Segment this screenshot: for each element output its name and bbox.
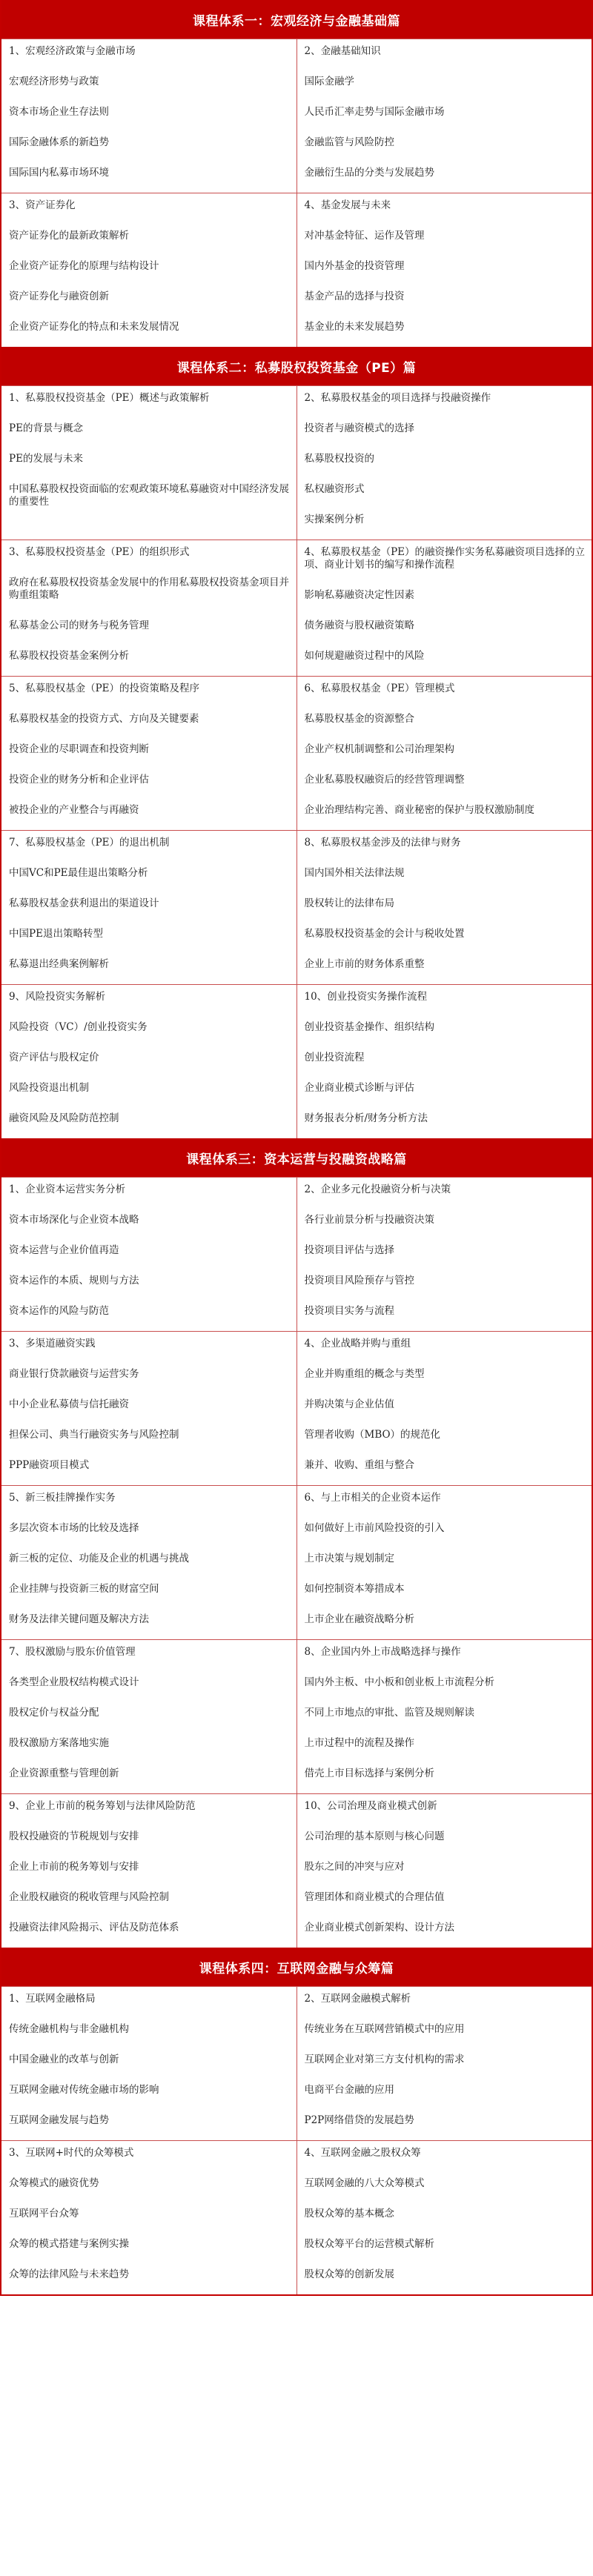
- topic-item: 股权激励方案落地实施: [9, 1737, 109, 1749]
- topic-item: 传统业务在互联网营销模式中的应用: [304, 2023, 465, 2035]
- topic-item: 财务报表分析/财务分析方法: [304, 1112, 428, 1124]
- topic-item: 私募股权基金的资源整合: [304, 713, 414, 725]
- topic-item: 基金业的未来发展趋势: [304, 321, 405, 333]
- topic-item: 企业商业模式创新架构、设计方法: [304, 1922, 454, 1933]
- course-cell-right: [296, 1986, 592, 2140]
- module-title: 6、与上市相关的企业资本运作: [304, 1492, 441, 1504]
- course-cell-left: [1, 1986, 296, 2140]
- course-cell-right: [296, 540, 592, 676]
- course-row: [1, 193, 592, 347]
- topic-item: 国内外基金的投资管理: [304, 260, 405, 272]
- topic-item: 股权众筹的基本概念: [304, 2208, 394, 2220]
- course-cell-right: [296, 39, 592, 193]
- topic-item: 企业上市前的税务筹划与安排: [9, 1861, 139, 1873]
- topic-item: 资本运作的本质、规则与方法: [9, 1275, 139, 1287]
- topic-item: 各类型企业股权结构模式设计: [9, 1676, 139, 1688]
- topic-item: 企业股权融资的税收管理与风险控制: [9, 1891, 169, 1903]
- course-cell-right: [296, 1485, 592, 1639]
- topic-item: 如何规避融资过程中的风险: [304, 650, 425, 662]
- course-row: [1, 984, 592, 1138]
- topic-item: 私权融资形式: [304, 483, 365, 495]
- topic-item: 宏观经济形势与政策: [9, 76, 99, 87]
- course-cell-right: [296, 1331, 592, 1485]
- topic-item: 企业治理结构完善、商业秘密的保护与股权激励制度: [304, 804, 534, 816]
- topic-item: 国内外主板、中小板和创业板上市流程分析: [304, 1676, 494, 1688]
- topic-item: 资产评估与股权定价: [9, 1052, 99, 1063]
- course-cell-left: [1, 984, 296, 1138]
- topic-item: 投资企业的财务分析和企业评估: [9, 774, 149, 786]
- topic-item: 企业资源重整与管理创新: [9, 1767, 119, 1779]
- topic-item: 资本市场深化与企业资本战略: [9, 1214, 139, 1226]
- module-title: 8、私募股权基金涉及的法律与财务: [304, 837, 461, 849]
- topic-item: 互联网金融对传统金融市场的影响: [9, 2084, 159, 2096]
- module-title: 8、企业国内外上市战略选择与操作: [304, 1646, 461, 1658]
- topic-item: 企业资产证券化的原理与结构设计: [9, 260, 159, 272]
- course-cell-right: [296, 1639, 592, 1793]
- topic-item: 借壳上市目标选择与案例分析: [304, 1767, 434, 1779]
- course-cell-left: [1, 2140, 296, 2294]
- topic-item: 资产证券化与融资创新: [9, 291, 109, 302]
- topic-item: 投资项目风险预存与管控: [304, 1275, 414, 1287]
- module-title: 5、私募股权基金（PE）的投资策略及程序: [9, 683, 200, 694]
- course-row: [1, 1331, 592, 1485]
- topic-item: 上市决策与规划制定: [304, 1553, 394, 1564]
- topic-item: 资本市场企业生存法则: [9, 106, 109, 118]
- topic-item: 股权众筹平台的运营模式解析: [304, 2238, 434, 2250]
- topic-item: 资本运作的风险与防范: [9, 1305, 109, 1317]
- topic-item: 公司治理的基本原则与核心问题: [304, 1830, 445, 1842]
- topic-item: 各行业前景分析与投融资决策: [304, 1214, 434, 1226]
- topic-item: 投资者与融资模式的选择: [304, 422, 414, 434]
- topic-item: PE的背景与概念: [9, 422, 83, 434]
- section-header: 课程体系四：互联网金融与众筹篇: [1, 1948, 592, 1986]
- topic-item: 商业银行贷款融资与运营实务: [9, 1368, 139, 1380]
- course-cell-right: [296, 1793, 592, 1948]
- topic-item: 股权众筹的创新发展: [304, 2268, 394, 2280]
- course-row: [1, 1986, 592, 2140]
- topic-item: 政府在私募股权投资基金发展中的作用私募股权投资基金项目并购重组策略: [9, 577, 289, 601]
- topic-item: 兼并、收购、重组与整合: [304, 1459, 414, 1471]
- topic-item: 投资企业的尽职调查和投资判断: [9, 743, 149, 755]
- topic-item: 私募股权基金的投资方式、方向及关键要素: [9, 713, 199, 725]
- module-title: 9、企业上市前的税务筹划与法律风险防范: [9, 1800, 196, 1812]
- topic-item: 人民币汇率走势与国际金融市场: [304, 106, 445, 118]
- course-cell-left: [1, 540, 296, 676]
- topic-item: 财务及法律关键问题及解决方法: [9, 1613, 149, 1625]
- topic-item: 影响私募融资决定性因素: [304, 589, 414, 601]
- topic-item: PE的发展与未来: [9, 453, 83, 465]
- section-header: 课程体系一：宏观经济与金融基础篇: [1, 0, 592, 39]
- topic-item: 中国VC和PE最佳退出策略分析: [9, 867, 148, 879]
- topic-item: 企业并购重组的概念与类型: [304, 1368, 425, 1380]
- topic-item: 中国PE退出策略转型: [9, 928, 103, 940]
- topic-item: 上市过程中的流程及操作: [304, 1737, 414, 1749]
- course-cell-left: [1, 830, 296, 984]
- course-cell-left: [1, 193, 296, 347]
- course-cell-right: [296, 193, 592, 347]
- module-title: 4、互联网金融之股权众筹: [304, 2147, 421, 2159]
- topic-item: 互联网企业对第三方支付机构的需求: [304, 2054, 465, 2065]
- topic-item: 资本运营与企业价值再造: [9, 1244, 119, 1256]
- topic-item: 风险投资退出机制: [9, 1082, 89, 1094]
- topic-item: 私募股权投资的: [304, 453, 374, 465]
- topic-item: 中国金融业的改革与创新: [9, 2054, 119, 2065]
- topic-item: 私募股权投资基金案例分析: [9, 650, 129, 662]
- course-cell-right: [296, 2140, 592, 2294]
- module-title: 2、金融基础知识: [304, 45, 381, 57]
- topic-item: 并购决策与企业估值: [304, 1398, 394, 1410]
- topic-item: 被投企业的产业整合与再融资: [9, 804, 139, 816]
- module-title: 4、企业战略并购与重组: [304, 1338, 411, 1350]
- topic-item: 投融资法律风险揭示、评估及防范体系: [9, 1922, 179, 1933]
- topic-item: 传统金融机构与非金融机构: [9, 2023, 129, 2035]
- module-title: 4、私募股权基金（PE）的融资操作实务私募融资项目选择的立项、商业计划书的编写和操作流程: [304, 546, 586, 571]
- module-title: 10、创业投资实务操作流程: [304, 991, 428, 1003]
- course-cell-right: [296, 984, 592, 1138]
- topic-item: 国际国内私募市场环境: [9, 167, 109, 179]
- course-row: [1, 2140, 592, 2294]
- topic-item: 私募基金公司的财务与税务管理: [9, 620, 149, 631]
- module-title: 3、互联网+时代的众筹模式: [9, 2147, 134, 2159]
- module-title: 1、企业资本运营实务分析: [9, 1184, 126, 1195]
- module-title: 1、宏观经济政策与金融市场: [9, 45, 136, 57]
- topic-item: 管理者收购（MBO）的规范化: [304, 1429, 441, 1441]
- course-cell-right: [296, 1177, 592, 1331]
- topic-item: 私募退出经典案例解析: [9, 958, 109, 970]
- module-title: 9、风险投资实务解析: [9, 991, 106, 1003]
- module-title: 2、私募股权基金的项目选择与投融资操作: [304, 392, 491, 404]
- module-title: 7、股权激励与股东价值管理: [9, 1646, 136, 1658]
- topic-item: 私募股权基金获利退出的渠道设计: [9, 897, 159, 909]
- topic-item: 担保公司、典当行融资实务与风险控制: [9, 1429, 179, 1441]
- topic-item: 企业产权机制调整和公司治理架构: [304, 743, 454, 755]
- topic-item: 企业私募股权融资后的经营管理调整: [304, 774, 465, 786]
- topic-item: 中小企业私募债与信托融资: [9, 1398, 129, 1410]
- topic-item: P2P网络借贷的发展趋势: [304, 2114, 414, 2126]
- topic-item: 股权转让的法律布局: [304, 897, 394, 909]
- topic-item: 融资风险及风险防范控制: [9, 1112, 119, 1124]
- topic-item: 上市企业在融资战略分析: [304, 1613, 414, 1625]
- topic-item: 互联网金融的八大众筹模式: [304, 2177, 425, 2189]
- course-cell-right: [296, 676, 592, 830]
- topic-item: 创业投资流程: [304, 1052, 365, 1063]
- course-row: [1, 676, 592, 830]
- course-row: [1, 1793, 592, 1948]
- topic-item: 互联网平台众筹: [9, 2208, 79, 2220]
- course-row: [1, 1485, 592, 1639]
- topic-item: 风险投资（VC）/创业投资实务: [9, 1021, 148, 1033]
- topic-item: 股东之间的冲突与应对: [304, 1861, 405, 1873]
- topic-item: 金融衍生品的分类与发展趋势: [304, 167, 434, 179]
- topic-item: 不同上市地点的审批、监管及规则解读: [304, 1707, 474, 1719]
- module-title: 3、私募股权投资基金（PE）的组织形式: [9, 546, 190, 558]
- topic-item: 企业商业模式诊断与评估: [304, 1082, 414, 1094]
- topic-item: 多层次资本市场的比较及选择: [9, 1522, 139, 1534]
- topic-item: 众筹的模式搭建与案例实操: [9, 2238, 129, 2250]
- topic-item: 互联网金融发展与趋势: [9, 2114, 109, 2126]
- module-title: 1、互联网金融格局: [9, 1993, 96, 2005]
- module-title: 2、互联网金融模式解析: [304, 1993, 411, 2005]
- topic-item: 企业挂牌与投资新三板的财富空间: [9, 1583, 159, 1595]
- module-title: 3、资产证券化: [9, 199, 76, 211]
- course-cell-right: [296, 830, 592, 984]
- course-cell-left: [1, 676, 296, 830]
- topic-item: 对冲基金特征、运作及管理: [304, 230, 425, 242]
- module-title: 3、多渠道融资实践: [9, 1338, 96, 1350]
- course-cell-left: [1, 1485, 296, 1639]
- course-row: [1, 39, 592, 193]
- topic-item: 国际金融学: [304, 76, 354, 87]
- topic-item: 如何做好上市前风险投资的引入: [304, 1522, 445, 1534]
- course-cell-left: [1, 385, 296, 540]
- module-title: 4、基金发展与未来: [304, 199, 391, 211]
- topic-item: 企业上市前的财务体系重整: [304, 958, 425, 970]
- section-header: 课程体系三：资本运营与投融资战略篇: [1, 1138, 592, 1177]
- course-cell-left: [1, 1639, 296, 1793]
- course-row: [1, 385, 592, 540]
- course-cell-left: [1, 1177, 296, 1331]
- module-title: 5、新三板挂牌操作实务: [9, 1492, 116, 1504]
- topic-item: 新三板的定位、功能及企业的机遇与挑战: [9, 1553, 189, 1564]
- course-cell-right: [296, 385, 592, 540]
- course-cell-left: [1, 1331, 296, 1485]
- topic-item: 股权定价与权益分配: [9, 1707, 99, 1719]
- course-row: [1, 830, 592, 984]
- topic-item: 企业资产证券化的特点和未来发展情况: [9, 321, 179, 333]
- topic-item: 国际金融体系的新趋势: [9, 136, 109, 148]
- topic-item: 私募股权投资基金的会计与税收处置: [304, 928, 465, 940]
- topic-item: 众筹模式的融资优势: [9, 2177, 99, 2189]
- topic-item: 国内国外相关法律法规: [304, 867, 405, 879]
- course-cell-left: [1, 1793, 296, 1948]
- module-title: 2、企业多元化投融资分析与决策: [304, 1184, 451, 1195]
- topic-item: 投资项目评估与选择: [304, 1244, 394, 1256]
- course-cell-left: [1, 39, 296, 193]
- topic-item: PPP融资项目模式: [9, 1459, 90, 1471]
- topic-item: 实操案例分析: [304, 514, 365, 525]
- module-title: 1、私募股权投资基金（PE）概述与政策解析: [9, 392, 210, 404]
- topic-item: 基金产品的选择与投资: [304, 291, 405, 302]
- course-row: [1, 1639, 592, 1793]
- topic-item: 投资项目实务与流程: [304, 1305, 394, 1317]
- module-title: 10、公司治理及商业模式创新: [304, 1800, 437, 1812]
- course-row: [1, 1177, 592, 1331]
- topic-item: 管理团体和商业模式的合理估值: [304, 1891, 445, 1903]
- topic-item: 资产证券化的最新政策解析: [9, 230, 129, 242]
- topic-item: 金融监管与风险防控: [304, 136, 394, 148]
- topic-item: 创业投资基金操作、组织结构: [304, 1021, 434, 1033]
- topic-item: 电商平台金融的应用: [304, 2084, 394, 2096]
- topic-item: 债务融资与股权融资策略: [304, 620, 414, 631]
- module-title: 6、私募股权基金（PE）管理模式: [304, 683, 455, 694]
- topic-item: 如何控制资本筹措成本: [304, 1583, 405, 1595]
- topic-item: 众筹的法律风险与未来趋势: [9, 2268, 129, 2280]
- topic-item: 股权投融资的节税规划与安排: [9, 1830, 139, 1842]
- topic-item: 中国私募股权投资面临的宏观政策环境私募融资对中国经济发展的重要性: [9, 483, 289, 508]
- section-header: 课程体系二：私募股权投资基金（PE）篇: [1, 347, 592, 385]
- course-row: [1, 540, 592, 676]
- module-title: 7、私募股权基金（PE）的退出机制: [9, 837, 170, 849]
